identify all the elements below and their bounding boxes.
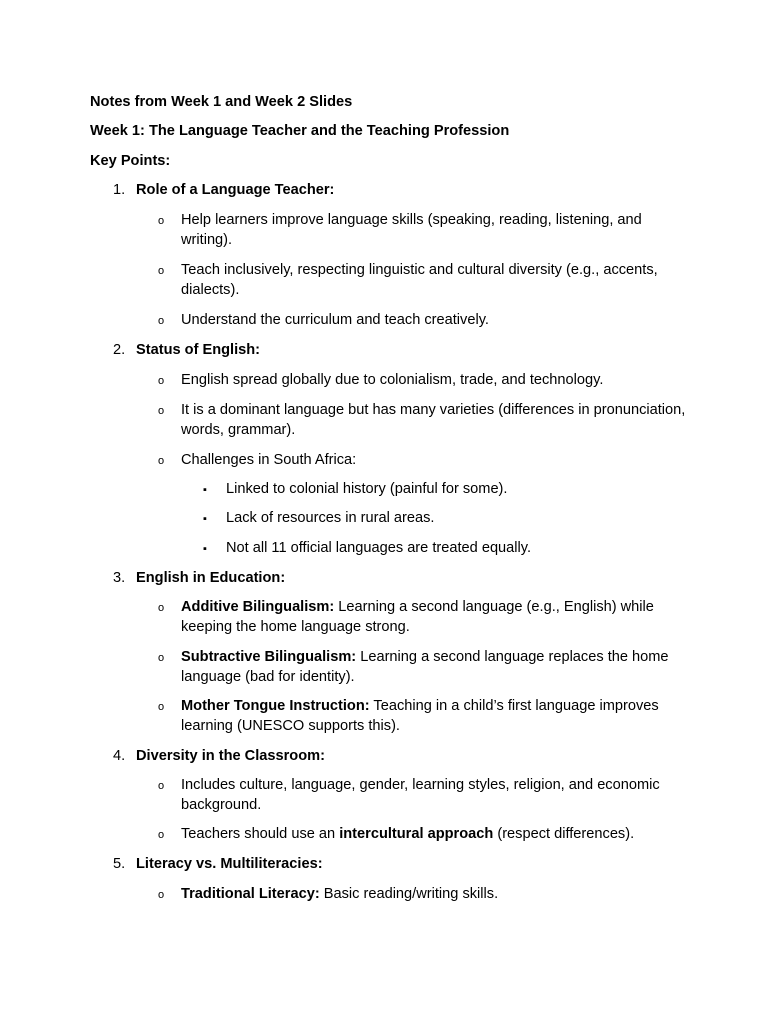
sub-list-item: Not all 11 official languages are treated equally.	[226, 540, 532, 556]
list-item	[181, 696, 691, 736]
square-bullet-icon: ▪	[203, 543, 207, 555]
list-item: Includes culture, language, gender, learning styles, religion, and economic background.	[181, 777, 660, 813]
term-label: Mother Tongue Instruction:	[181, 698, 370, 714]
circle-bullet-icon: o	[158, 602, 165, 614]
square-bullet-icon: ▪	[203, 513, 207, 525]
list-item: Understand the curriculum and teach creatively.	[181, 312, 489, 328]
list-item: It is a dominant language but has many varieties (differences in pronunciation, words, grammar).	[181, 402, 686, 438]
section-number: 4.	[113, 748, 126, 764]
term-description: Basic reading/writing skills.	[319, 886, 499, 902]
list-item: Challenges in South Africa:	[181, 452, 357, 468]
sub-list-item: Lack of resources in rural areas.	[226, 510, 435, 526]
circle-bullet-icon: o	[158, 829, 165, 841]
section-number: 1.	[113, 182, 126, 198]
circle-bullet-icon: o	[158, 265, 165, 277]
circle-bullet-icon: o	[158, 889, 165, 901]
list-item: Teach inclusively, respecting linguistic and cultural diversity (e.g., accents, dialects).	[181, 262, 658, 298]
section-title: Status of English:	[136, 342, 261, 358]
list-item	[181, 824, 691, 844]
term-label: intercultural approach	[339, 826, 494, 842]
term-label: Traditional Literacy:	[181, 886, 320, 902]
section-title: Literacy vs. Multiliteracies:	[136, 856, 323, 872]
term-label: Subtractive Bilingualism:	[181, 649, 357, 665]
circle-bullet-icon: o	[158, 652, 165, 664]
document-title: Notes from Week 1 and Week 2 Slides	[90, 94, 353, 110]
section-number: 3.	[113, 570, 126, 586]
term-description: Learning a second language replaces the home language (bad for identity).	[181, 649, 669, 685]
week-heading: Week 1: The Language Teacher and the Teaching Profession	[90, 123, 510, 139]
list-item: English spread globally due to colonialism, trade, and technology.	[181, 372, 604, 388]
section-title: English in Education:	[136, 570, 286, 586]
section-title: Role of a Language Teacher:	[136, 182, 335, 198]
circle-bullet-icon: o	[158, 780, 165, 792]
section-number: 5.	[113, 856, 126, 872]
term-label: Additive Bilingualism:	[181, 599, 335, 615]
circle-bullet-icon: o	[158, 315, 165, 327]
section-title: Diversity in the Classroom:	[136, 748, 325, 764]
list-item	[181, 647, 691, 687]
circle-bullet-icon: o	[158, 701, 165, 713]
circle-bullet-icon: o	[158, 405, 165, 417]
section-number: 2.	[113, 342, 126, 358]
circle-bullet-icon: o	[158, 215, 165, 227]
term-description: Teaching in a child’s first language improves learning (UNESCO supports this).	[181, 698, 659, 734]
list-item	[181, 884, 691, 904]
sub-list-item: Linked to colonial history (painful for some).	[226, 481, 508, 497]
item-text-pre: Teachers should use an	[181, 826, 340, 842]
item-text-post: (respect differences).	[493, 826, 635, 842]
circle-bullet-icon: o	[158, 455, 165, 467]
square-bullet-icon: ▪	[203, 484, 207, 496]
key-points-label: Key Points:	[90, 153, 171, 169]
term-description: Learning a second language (e.g., English) while keeping the home language strong.	[181, 599, 654, 635]
circle-bullet-icon: o	[158, 375, 165, 387]
list-item: Help learners improve language skills (speaking, reading, listening, and writing).	[181, 212, 642, 248]
list-item	[181, 597, 691, 637]
